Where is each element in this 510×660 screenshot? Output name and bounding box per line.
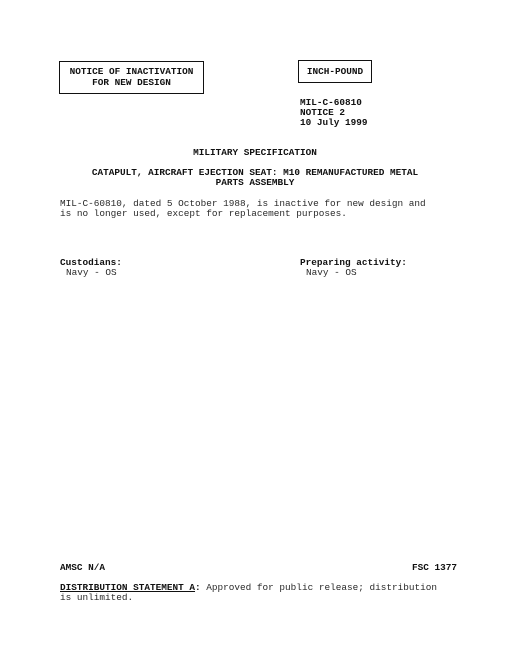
custodians-value: Navy - OS (66, 267, 117, 278)
body-line-1: MIL-C-60810, dated 5 October 1988, is inactive for new design and (60, 198, 426, 209)
amsc-code: AMSC N/A (60, 562, 106, 573)
custodians-label: Custodians: (60, 257, 122, 268)
inch-pound-box (298, 60, 372, 83)
notice-of-inactivation-box (59, 61, 204, 94)
distribution-statement-colon: : (195, 582, 201, 593)
distribution-statement-line-2: is unlimited. (60, 592, 134, 603)
specification-type: MILITARY SPECIFICATION (193, 147, 317, 158)
notice-number: NOTICE 2 (300, 107, 346, 118)
inch-pound-label: INCH-POUND (306, 66, 364, 77)
notice-date: 10 July 1999 (300, 117, 368, 128)
fsc-code: FSC 1377 (412, 562, 458, 573)
document-number: MIL-C-60810 (300, 97, 362, 108)
preparing-activity-value: Navy - OS (306, 267, 357, 278)
notice-box-line1: NOTICE OF INACTIVATION (69, 66, 194, 77)
distribution-statement-text: Approved for public release; distribution (200, 582, 437, 593)
title-line-2: PARTS ASSEMBLY (215, 177, 295, 188)
notice-box-line2: FOR NEW DESIGN (92, 77, 171, 88)
body-line-2: is no longer used, except for replacement purposes. (60, 208, 347, 219)
distribution-statement-label: DISTRIBUTION STATEMENT A (60, 582, 196, 593)
preparing-activity-label: Preparing activity: (300, 257, 407, 268)
title-line-1: CATAPULT, AIRCRAFT EJECTION SEAT: M10 REMANUFACTURED METAL (91, 167, 419, 178)
